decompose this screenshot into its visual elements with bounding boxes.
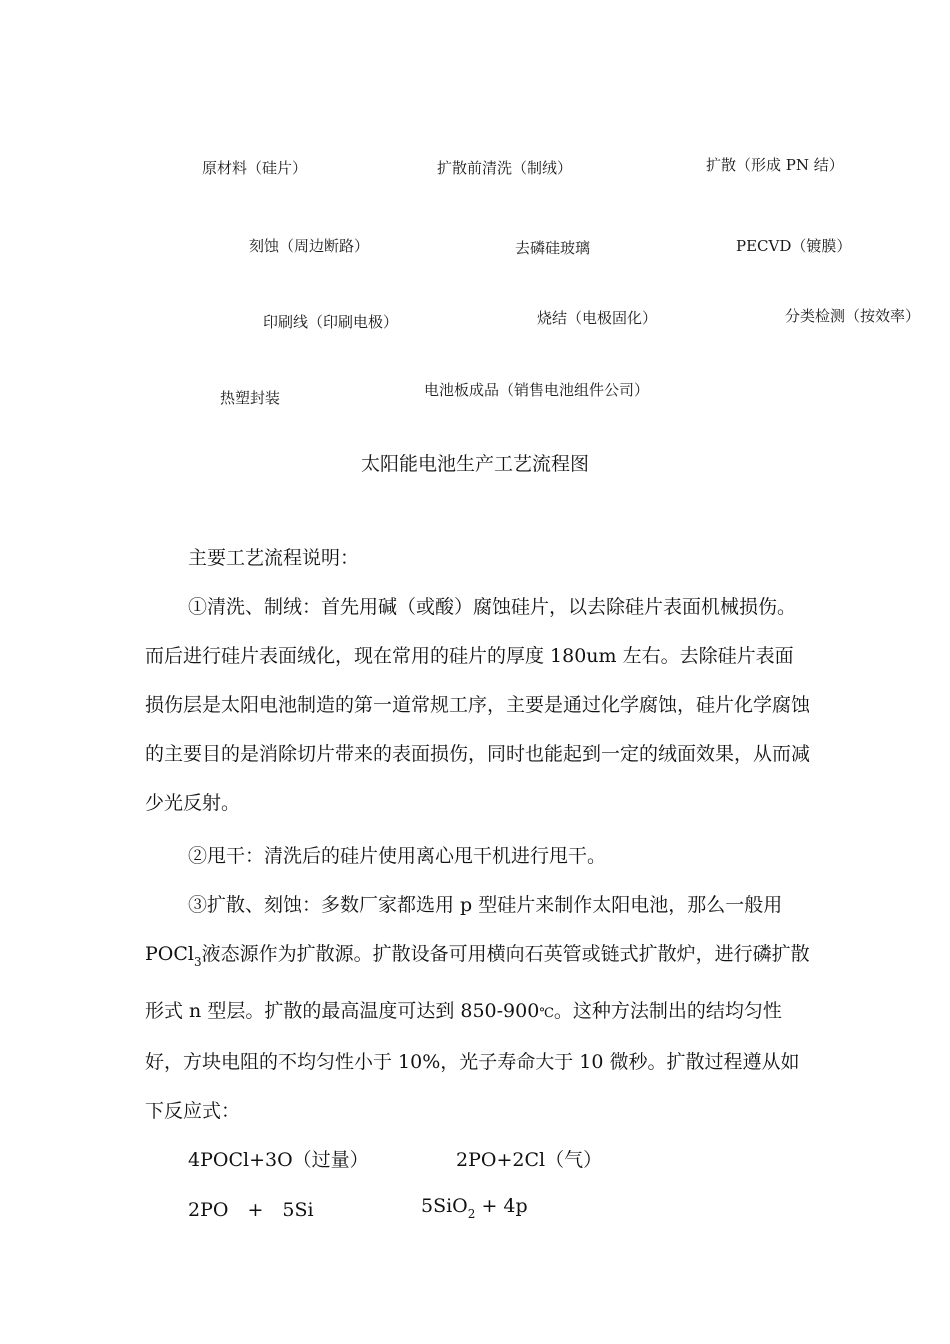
section-heading: 主要工艺流程说明： [188,547,360,569]
paragraph-drying: ②甩干：清洗后的硅片使用离心甩干机进行甩干。 [188,845,607,867]
flow-step-etching: 刻蚀（周边断路） [249,237,370,255]
celsius-unit: ℃ [539,1006,554,1021]
equation-2-right-part1: 5SiO [421,1195,468,1217]
sio2-subscript: 2 [467,1207,476,1221]
equation-2-right [421,1195,528,1221]
paragraph-diffusion-part1: ③扩散、刻蚀：多数厂家都选用 p 型硅片来制作太阳电池，那么一般用 POCl [145,894,783,965]
paragraph-diffusion [145,881,810,1136]
flow-step-sorting: 分类检测（按效率） [785,307,921,325]
flow-step-printing: 印刷线（印刷电极） [263,313,399,331]
flow-step-raw-material: 原材料（硅片） [202,159,308,177]
flowchart-caption: 太阳能电池生产工艺流程图 [360,453,589,475]
flow-step-packaging: 热塑封装 [220,389,281,407]
paragraph-cleaning: ①清洗、制绒：首先用碱（或酸）腐蚀硅片，以去除硅片表面机械损伤。而后进行硅片表面绒化，现在常用的硅片的厚度 180um 左右。去除硅片表面损伤层是太阳电池制造的第一道常规工序，主要是通过化学腐蚀，硅片化学腐蚀的主要目的是消除切片带来的表面损伤，同时也能起到一定的绒面效果，从而减少光反射。 [145,596,811,814]
equation-1-left: 4POCl+3O（过量） [188,1149,369,1171]
equation-2-left: 2PO + 5Si [188,1199,314,1221]
flow-step-diffusion: 扩散（形成 PN 结） [706,156,844,174]
equation-2-right-part2: + 4p [481,1195,528,1217]
equation-1-right: 2PO+2Cl（气） [456,1149,603,1171]
paragraph-diffusion-part2: 液态源作为扩散源。扩散设备可用横向石英管或链式扩散炉，进行磷扩散形式 n 型层。扩散的最高温度可达到 850-900 [145,943,810,1022]
flow-step-psg-removal: 去磷硅玻璃 [515,239,591,257]
flow-step-pecvd: PECVD（镀膜） [736,237,852,255]
flow-step-sintering: 烧结（电极固化） [537,309,658,327]
paragraph-diffusion-part3: 。这种方法制出的结均匀性好，方块电阻的不均匀性小于 10%，光子寿命大于 10 微秒。扩散过程遵从如下反应式： [145,1000,800,1122]
pocl3-subscript: 3 [193,955,202,969]
flow-step-pre-diffusion-cleaning: 扩散前清洗（制绒） [437,159,573,177]
flow-step-finished-product: 电池板成品（销售电池组件公司） [424,381,650,399]
